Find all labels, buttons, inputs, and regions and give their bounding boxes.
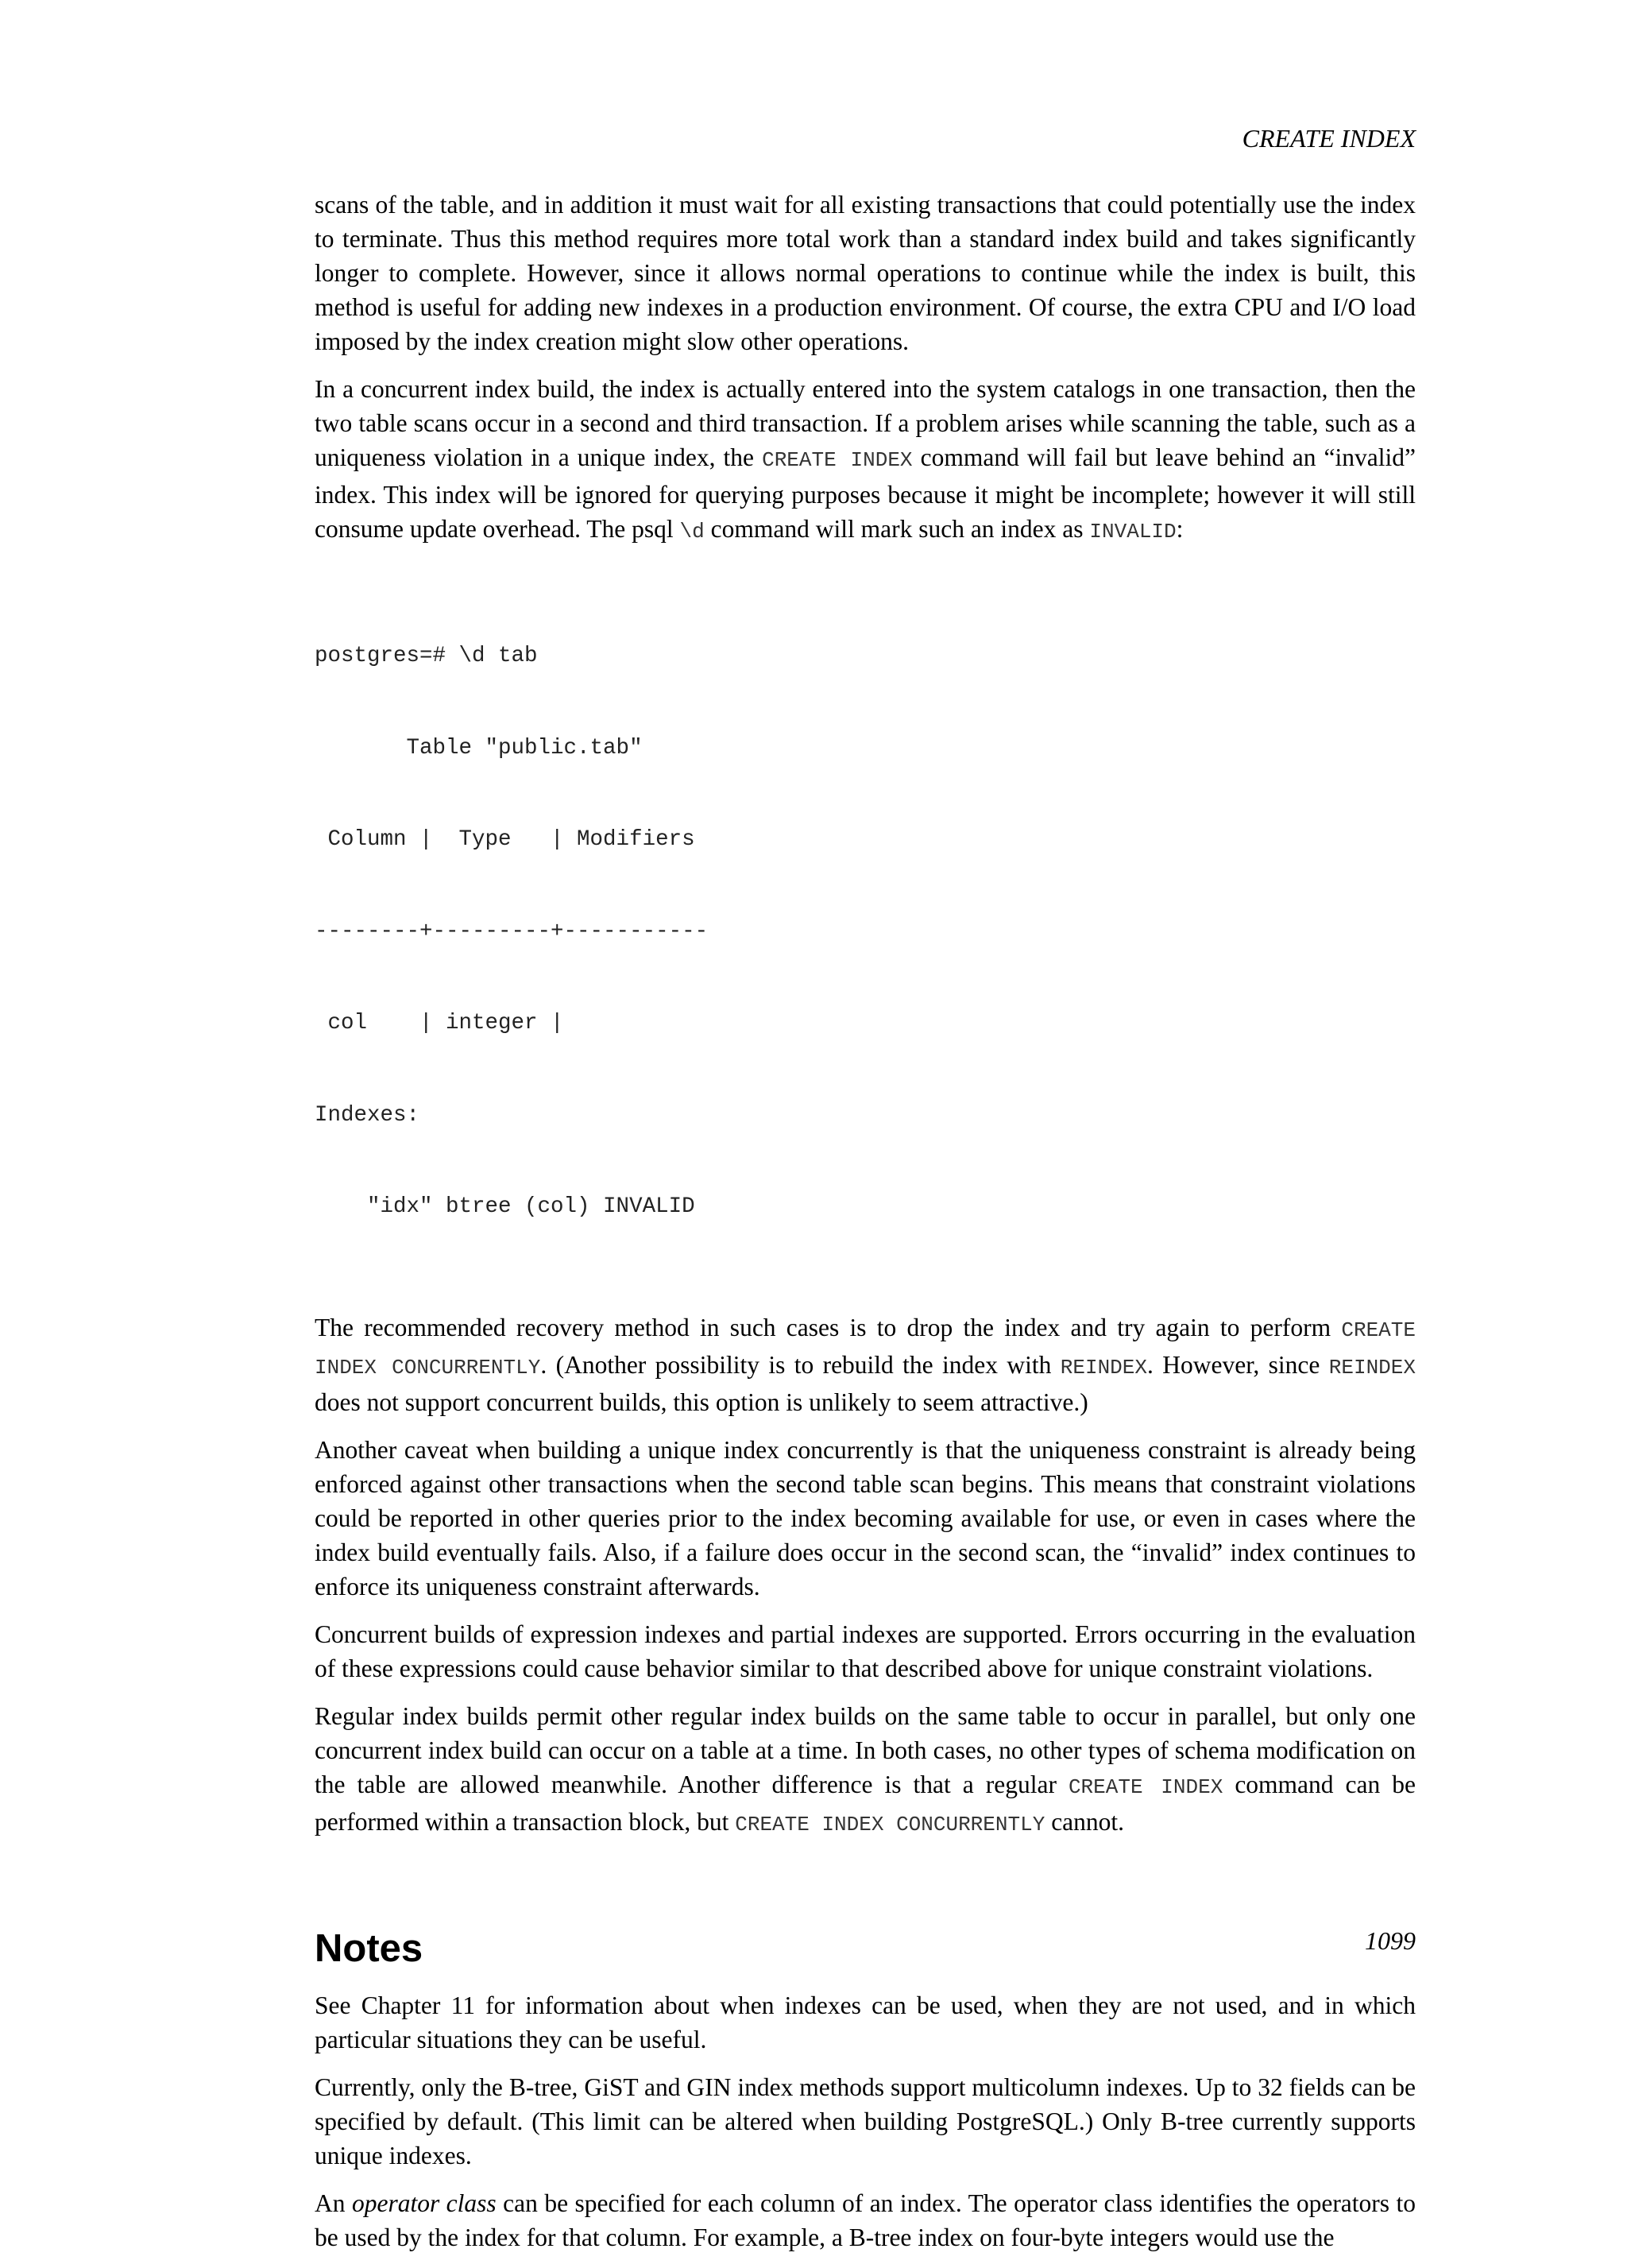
section-heading-notes: Notes: [315, 1926, 423, 1970]
paragraph-regular-builds: [315, 1699, 1416, 1842]
text-segment: An: [315, 2189, 352, 2217]
page-number: 1099: [1365, 1926, 1416, 1955]
text-segment: In a concurrent index build, the index is actually entered into the system catalogs in one transaction, then the two table scans occur in a second and third transaction. If a problem arises while scanning the table, such as a uniqueness violation in a unique index, the: [315, 375, 1416, 471]
code-line: postgres=# \d tab: [315, 644, 538, 668]
page-body: [315, 188, 1416, 2268]
text-segment: The recommended recovery method in such cases is to drop the index and try again to perform: [315, 1313, 1342, 1341]
text-segment: . However, since: [1146, 1350, 1329, 1379]
emphasis-operator-class: operator class: [351, 2189, 497, 2217]
inline-code-invalid: INVALID: [1089, 520, 1177, 544]
code-line: "idx" btree (col) INVALID: [315, 1194, 695, 1219]
code-line: Indexes:: [315, 1102, 420, 1128]
text-segment: cannot.: [1045, 1807, 1125, 1836]
paragraph-expression-indexes: Concurrent builds of expression indexes and partial indexes are supported. Errors occurring in the evaluation of these expressions could cause behavior similar to that described above for unique constraint violations.: [315, 1620, 1416, 1682]
paragraph-concurrent-index-build: [315, 372, 1416, 549]
code-example-block: [315, 580, 1416, 1284]
paragraph-notes-chapter: See Chapter 11 for information about when indexes can be used, when they are not used, and in which particular situations they can be useful.: [315, 1991, 1416, 2053]
inline-code-reindex: REINDEX: [1060, 1355, 1147, 1380]
text-segment: does not support concurrent builds, this option is unlikely to seem attractive.): [315, 1388, 1088, 1416]
paragraph-unique-caveat: Another caveat when building a unique index concurrently is that the uniqueness constraint is already being enforced against other transactions when the second table scan begins. This means that constraint violations could be reported in other queries prior to the index becoming available for use, or even in cases where the index build eventually fails. Also, if a failure does occur in the second scan, the “invalid” index continues to enforce its uniqueness constraint afterwards.: [315, 1435, 1416, 1600]
paragraph-notes-multicolumn: Currently, only the B-tree, GiST and GIN index methods support multicolumn indexes. Up to 32 fields can be specified by default. (This limit can be altered when building PostgreSQL.) Only B-tree currently supports unique indexes.: [315, 2073, 1416, 2169]
inline-code-reindex: REINDEX: [1328, 1355, 1416, 1380]
text-segment: . (Another possibility is to rebuild the index with: [540, 1350, 1061, 1379]
inline-code-create-index-concurrently: CREATE INDEX CONCURRENTLY: [315, 1318, 1416, 1380]
inline-code-create-index: CREATE INDEX: [1068, 1775, 1223, 1799]
paragraph-recovery-method: [315, 1310, 1416, 1419]
paragraph-concurrent-scans: scans of the table, and in addition it must wait for all existing transactions that could potentially use the index to terminate. Thus this method requires more total work than a standard index build and takes significantly longer to complete. However, since it allows normal operations to continue while the index is built, this method is useful for adding new indexes in a production environment. Of course, the extra CPU and I/O load imposed by the index creation might slow other operations.: [315, 191, 1416, 355]
inline-code-create-index-concurrently: CREATE INDEX CONCURRENTLY: [735, 1812, 1045, 1836]
text-segment: command can be performed within a transaction block, but: [315, 1770, 1416, 1836]
code-line: Column | Type | Modifiers: [315, 827, 695, 852]
inline-code-psql-d: \d: [679, 520, 705, 544]
inline-code-create-index: CREATE INDEX: [762, 448, 913, 472]
running-header-title: CREATE INDEX: [1242, 124, 1416, 153]
text-segment: can be specified for each column of an index. The operator class identifies the operators to be used by the index for that column. For example, a B-tree index on four-byte integers would use the: [315, 2189, 1416, 2251]
text-segment: command will fail but leave behind an “invalid” index. This index will be ignored for querying purposes because it might be incomplete; however it will still consume update overhead. The psql: [315, 443, 1416, 543]
text-segment: :: [1176, 515, 1184, 543]
text-segment: command will mark such an index as: [704, 515, 1090, 543]
code-line: col | integer |: [315, 1011, 564, 1035]
text-segment: Regular index builds permit other regular index builds on the same table to occur in parallel, but only one concurrent index build can occur on a table at a time. In both cases, no other types of schema modification on the table are allowed meanwhile. Another difference is that a regular: [315, 1701, 1416, 1798]
paragraph-notes-operator-class: [315, 2186, 1416, 2254]
code-line: Table "public.tab": [315, 735, 643, 761]
code-line: --------+---------+-----------: [315, 919, 709, 944]
